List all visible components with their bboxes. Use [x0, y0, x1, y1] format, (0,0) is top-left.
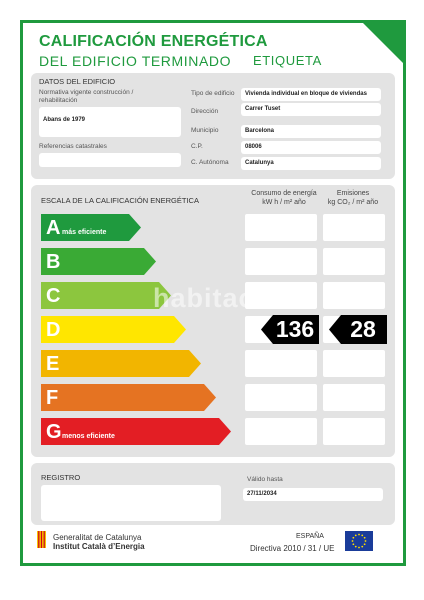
grade-arrow-d	[41, 316, 186, 343]
escala-heading: ESCALA DE LA CALIFICACIÓN ENERGÉTICA	[41, 196, 199, 205]
grade-arrow-a	[41, 214, 141, 241]
consumo-marker-value: 136	[275, 316, 315, 342]
valido-label: Válido hasta	[247, 476, 283, 483]
registro-heading: REGISTRO	[41, 473, 81, 482]
field-label-tipo: Tipo de edificio	[191, 90, 235, 97]
grade-letter: C	[46, 285, 61, 307]
registro-value	[41, 485, 221, 521]
referencias-label: Referencias catastrales	[39, 143, 107, 150]
valido-value: 27/11/2034	[243, 488, 383, 501]
title-line-1: CALIFICACIÓN ENERGÉTICA	[39, 33, 268, 50]
emisiones-cell	[323, 384, 385, 411]
referencias-value	[39, 153, 181, 167]
consumo-marker	[261, 315, 319, 344]
emisiones-header-line2: kg CO₂ / m² año	[327, 199, 379, 206]
grade-letter: A	[46, 217, 61, 239]
org-generalitat: Generalitat de Catalunya	[53, 533, 142, 542]
title-label: ETIQUETA	[253, 53, 322, 68]
grade-arrow-e	[41, 350, 201, 377]
grade-letter: E	[46, 353, 60, 375]
consumo-cell	[245, 214, 317, 241]
consumo-cell	[245, 350, 317, 377]
consumo-cell	[245, 418, 317, 445]
consumo-header-line2: kW h / m² año	[262, 199, 306, 206]
grade-arrow-c	[41, 282, 171, 309]
grade-letter: B	[46, 251, 61, 273]
field-value-cp: 08006	[241, 141, 381, 154]
grade-letter: F	[46, 387, 59, 409]
country-label: ESPAÑA	[296, 533, 324, 540]
catalan-flag-icon	[37, 531, 46, 548]
watermark-text: habitaclia	[153, 283, 288, 313]
escala-panel	[31, 185, 395, 457]
emisiones-cell	[323, 282, 385, 309]
title-line-2: DEL EDIFICIO TERMINADO	[39, 53, 232, 69]
emisiones-cell	[323, 350, 385, 377]
registro-panel	[31, 463, 395, 525]
grade-arrow-g	[41, 418, 231, 445]
label-frame	[20, 20, 406, 566]
emisiones-marker	[329, 315, 387, 344]
normativa-label: Normativa vigente construcción / rehabilitación	[39, 89, 134, 104]
field-label-direccion: Dirección	[191, 108, 219, 115]
org-icaen: Institut Català d’Energia	[53, 542, 145, 551]
grade-letter: D	[46, 319, 61, 341]
field-label-autonoma: C. Autónoma	[191, 159, 229, 166]
consumo-cell	[245, 384, 317, 411]
emisiones-cell	[323, 248, 385, 275]
grade-sublabel: menos eficiente	[62, 433, 115, 440]
consumo-cell	[245, 248, 317, 275]
field-value-tipo: Vivienda individual en bloque de viviendas	[241, 88, 381, 101]
field-value-direccion: Carrer Tuset	[241, 103, 381, 116]
field-label-cp: C.P.	[191, 143, 203, 150]
consumo-header-line1: Consumo de energía	[251, 190, 317, 197]
datos-panel	[31, 73, 395, 179]
corner-triangle	[360, 20, 406, 66]
grade-letter: G	[46, 421, 62, 443]
emisiones-marker-value: 28	[350, 316, 376, 342]
directive-label: Directiva 2010 / 31 / UE	[250, 544, 335, 553]
grade-sublabel: más eficiente	[62, 229, 107, 236]
grade-arrow-f	[41, 384, 216, 411]
datos-heading: DATOS DEL EDIFICIO	[39, 77, 116, 86]
emisiones-cell	[323, 418, 385, 445]
field-value-autonoma: Catalunya	[241, 157, 381, 170]
emisiones-header-line1: Emisiones	[336, 190, 370, 197]
field-value-municipio: Barcelona	[241, 125, 381, 138]
field-label-municipio: Municipio	[191, 127, 219, 134]
consumo-header	[241, 189, 327, 207]
grade-arrow-b	[41, 248, 156, 275]
emisiones-cell	[323, 214, 385, 241]
normativa-value: Abans de 1979	[39, 107, 181, 137]
emisiones-header	[321, 189, 385, 207]
eu-flag-icon	[345, 531, 373, 551]
